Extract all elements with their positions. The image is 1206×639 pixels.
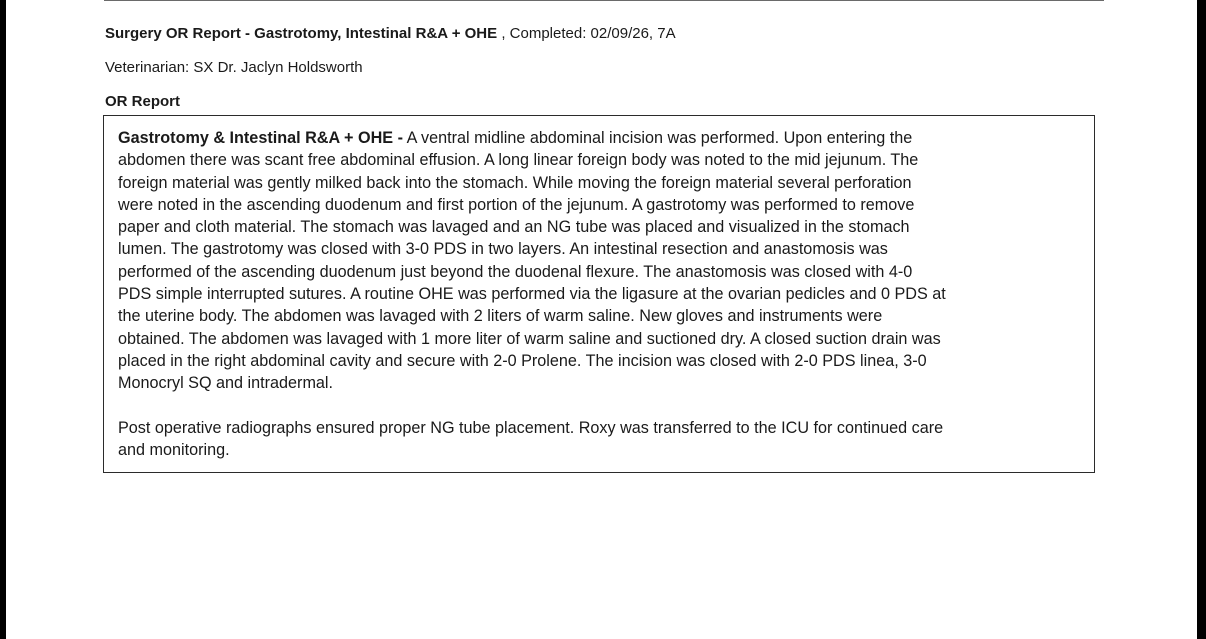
report-line: lumen. The gastrotomy was closed with 3-0 PDS in two layers. An intestinal resection and anastomosis was: [118, 240, 888, 259]
report-title-line: [105, 25, 676, 43]
body-line-text: A ventral midline abdominal incision was performed. Upon entering the: [402, 129, 913, 147]
section-heading: OR Report: [105, 93, 180, 110]
report-line-1: [118, 127, 1084, 149]
report-line: the uterine body. The abdomen was lavaged with 2 liters of warm saline. New gloves and instruments were: [118, 307, 883, 326]
or-report-box: [103, 115, 1095, 473]
report-line: foreign material was gently milked back into the stomach. While moving the foreign material several perforation: [118, 173, 912, 192]
report-line: performed of the ascending duodenum just beyond the duodenal flexure. The anastomosis was closed with 4-0: [118, 262, 913, 281]
title-separator: ,: [497, 25, 510, 42]
report-line: Monocryl SQ and intradermal.: [118, 374, 334, 393]
report-title: Surgery OR Report - Gastrotomy, Intestinal R&A + OHE: [105, 25, 498, 42]
veterinarian-line: Veterinarian: SX Dr. Jaclyn Holdsworth: [105, 59, 363, 76]
scan-border: [1197, 0, 1206, 639]
report-line: were noted in the ascending duodenum and first portion of the jejunum. A gastrotomy was performed to remove: [118, 195, 915, 214]
report-line: placed in the right abdominal cavity and secure with 2-0 Prolene. The incision was closed with 2-0 PDS linea, 3-0: [118, 351, 927, 370]
report-line: PDS simple interrupted sutures. A routine OHE was performed via the ligasure at the ovarian pedicles and 0 PDS at: [118, 285, 946, 304]
report-line: paper and cloth material. The stomach was lavaged and an NG tube was placed and visualized in the stomach: [118, 218, 910, 237]
paragraph-gap: [118, 395, 1084, 417]
completed-date: Completed: 02/09/26, 7A: [509, 25, 676, 42]
report-line: abdomen there was scant free abdominal effusion. A long linear foreign body was noted to the mid jejunum. The: [118, 151, 919, 170]
top-divider: [104, 0, 1104, 1]
document-page: [6, 0, 1197, 639]
procedure-lead: Gastrotomy & Intestinal R&A + OHE -: [118, 129, 403, 147]
post-op-line: Post operative radiographs ensured proper NG tube placement. Roxy was transferred to the ICU for continued care: [118, 418, 944, 437]
report-line: obtained. The abdomen was lavaged with 1 more liter of warm saline and suctioned dry. A closed suction drain was: [118, 329, 941, 348]
post-op-line: and monitoring.: [118, 440, 230, 459]
